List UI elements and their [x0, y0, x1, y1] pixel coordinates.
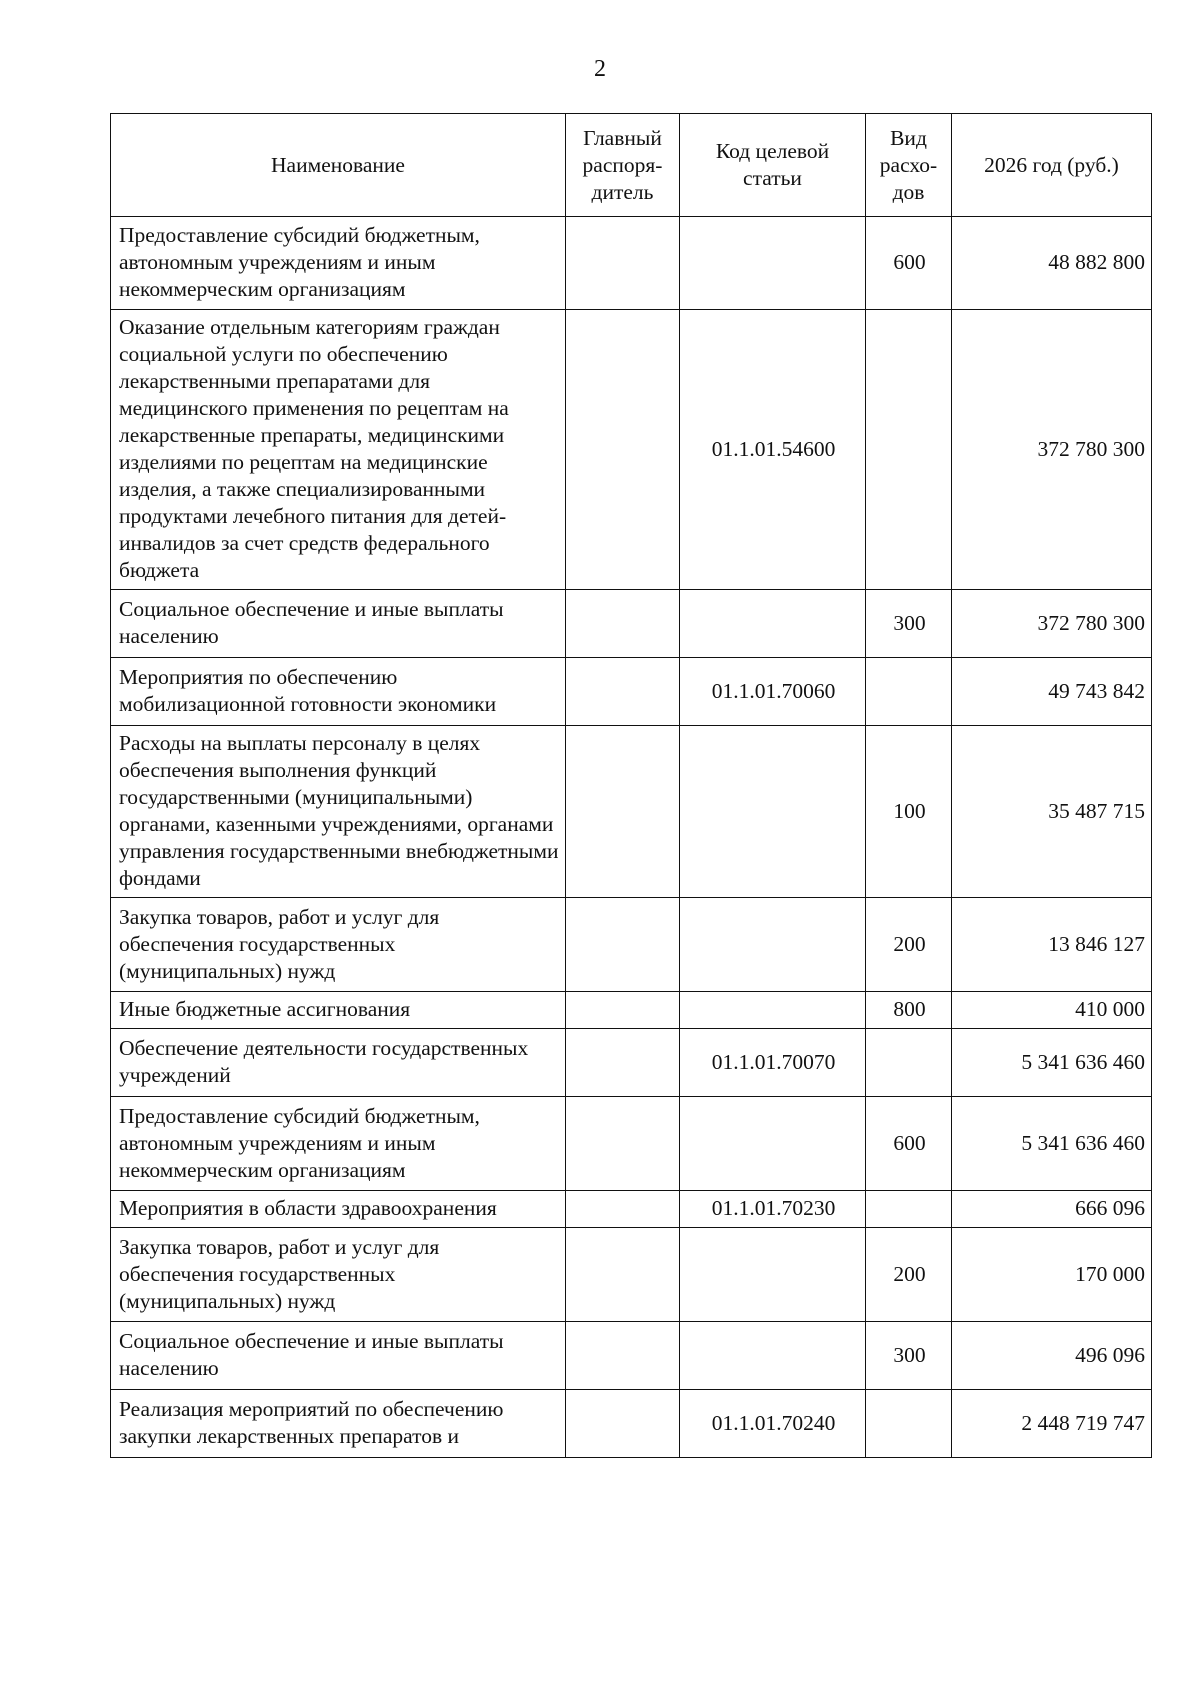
- row-type-cell: [866, 310, 952, 590]
- row-amount-cell: 170 000: [952, 1228, 1152, 1322]
- row-code-cell: [680, 898, 866, 992]
- row-amount-cell: 35 487 715: [952, 726, 1152, 898]
- row-code-cell: [680, 1097, 866, 1191]
- row-code-cell: [680, 590, 866, 658]
- row-amount-cell: 5 341 636 460: [952, 1097, 1152, 1191]
- row-type-cell: [866, 1390, 952, 1458]
- header-manager: Главный распоря-дитель: [566, 114, 680, 217]
- row-name-cell: Реализация мероприятий по обеспечению закупки лекарственных препаратов и: [111, 1390, 566, 1458]
- row-code-cell: [680, 992, 866, 1029]
- row-name-cell: Иные бюджетные ассигнования: [111, 992, 566, 1029]
- row-manager-cell: [566, 1228, 680, 1322]
- table-row: [111, 1390, 1152, 1458]
- table-row: [111, 658, 1152, 726]
- row-code-cell: 01.1.01.54600: [680, 310, 866, 590]
- header-code: Код целевой статьи: [680, 114, 866, 217]
- row-manager-cell: [566, 310, 680, 590]
- row-manager-cell: [566, 726, 680, 898]
- row-amount-cell: 372 780 300: [952, 590, 1152, 658]
- header-type: Вид расхо-дов: [866, 114, 952, 217]
- row-amount-cell: 2 448 719 747: [952, 1390, 1152, 1458]
- row-code-cell: 01.1.01.70240: [680, 1390, 866, 1458]
- row-amount-cell: 372 780 300: [952, 310, 1152, 590]
- row-manager-cell: [566, 217, 680, 310]
- row-amount-cell: 410 000: [952, 992, 1152, 1029]
- row-type-cell: 800: [866, 992, 952, 1029]
- row-name-cell: Оказание отдельным категориям граждан социальной услуги по обеспечению лекарственными препаратами для медицинского применения по рецептам на лекарственные препараты, медицинскими изделиями по рецептам на медицинские изделия, а также специализированными продуктами лечебного питания для детей-инвалидов за счет средств федерального бюджета: [111, 310, 566, 590]
- row-code-cell: [680, 726, 866, 898]
- row-amount-cell: 666 096: [952, 1191, 1152, 1228]
- table-row: [111, 992, 1152, 1029]
- row-type-cell: 200: [866, 898, 952, 992]
- row-name-cell: Социальное обеспечение и иные выплаты населению: [111, 1322, 566, 1390]
- table-row: [111, 1097, 1152, 1191]
- row-name-cell: Предоставление субсидий бюджетным, автономным учреждениям и иным некоммерческим организациям: [111, 217, 566, 310]
- row-manager-cell: [566, 1322, 680, 1390]
- row-code-cell: [680, 217, 866, 310]
- row-manager-cell: [566, 992, 680, 1029]
- row-manager-cell: [566, 658, 680, 726]
- table-row: [111, 1029, 1152, 1097]
- table-header-row: [111, 114, 1152, 217]
- table-row: [111, 1322, 1152, 1390]
- row-manager-cell: [566, 1191, 680, 1228]
- row-code-cell: 01.1.01.70060: [680, 658, 866, 726]
- row-name-cell: Закупка товаров, работ и услуг для обеспечения государственных (муниципальных) нужд: [111, 1228, 566, 1322]
- row-name-cell: Предоставление субсидий бюджетным, автономным учреждениям и иным некоммерческим организациям: [111, 1097, 566, 1191]
- row-code-cell: [680, 1228, 866, 1322]
- table-row: [111, 1228, 1152, 1322]
- row-name-cell: Социальное обеспечение и иные выплаты населению: [111, 590, 566, 658]
- row-code-cell: 01.1.01.70070: [680, 1029, 866, 1097]
- row-type-cell: [866, 658, 952, 726]
- table-row: [111, 726, 1152, 898]
- table-body: [111, 217, 1152, 1458]
- table-row: [111, 898, 1152, 992]
- row-name-cell: Закупка товаров, работ и услуг для обеспечения государственных (муниципальных) нужд: [111, 898, 566, 992]
- row-amount-cell: 48 882 800: [952, 217, 1152, 310]
- header-year: 2026 год (руб.): [952, 114, 1152, 217]
- row-type-cell: 200: [866, 1228, 952, 1322]
- row-type-cell: [866, 1029, 952, 1097]
- row-type-cell: 600: [866, 217, 952, 310]
- table-row: [111, 310, 1152, 590]
- row-type-cell: 300: [866, 1322, 952, 1390]
- table-row: [111, 217, 1152, 310]
- row-name-cell: Мероприятия по обеспечению мобилизационной готовности экономики: [111, 658, 566, 726]
- row-amount-cell: 5 341 636 460: [952, 1029, 1152, 1097]
- row-code-cell: 01.1.01.70230: [680, 1191, 866, 1228]
- row-name-cell: Обеспечение деятельности государственных учреждений: [111, 1029, 566, 1097]
- row-manager-cell: [566, 898, 680, 992]
- row-amount-cell: 496 096: [952, 1322, 1152, 1390]
- row-amount-cell: 13 846 127: [952, 898, 1152, 992]
- table-row: [111, 1191, 1152, 1228]
- row-manager-cell: [566, 1097, 680, 1191]
- row-code-cell: [680, 1322, 866, 1390]
- row-manager-cell: [566, 590, 680, 658]
- row-name-cell: Расходы на выплаты персоналу в целях обеспечения выполнения функций государственными (муниципальными) органами, казенными учреждениями, органами управления государственными внебюджетными фондами: [111, 726, 566, 898]
- row-manager-cell: [566, 1029, 680, 1097]
- page-number: 2: [594, 56, 606, 82]
- row-type-cell: [866, 1191, 952, 1228]
- header-name: Наименование: [111, 114, 566, 217]
- row-type-cell: 600: [866, 1097, 952, 1191]
- row-name-cell: Мероприятия в области здравоохранения: [111, 1191, 566, 1228]
- table-row: [111, 590, 1152, 658]
- row-type-cell: 100: [866, 726, 952, 898]
- row-amount-cell: 49 743 842: [952, 658, 1152, 726]
- budget-table: [110, 113, 1152, 1458]
- row-type-cell: 300: [866, 590, 952, 658]
- row-manager-cell: [566, 1390, 680, 1458]
